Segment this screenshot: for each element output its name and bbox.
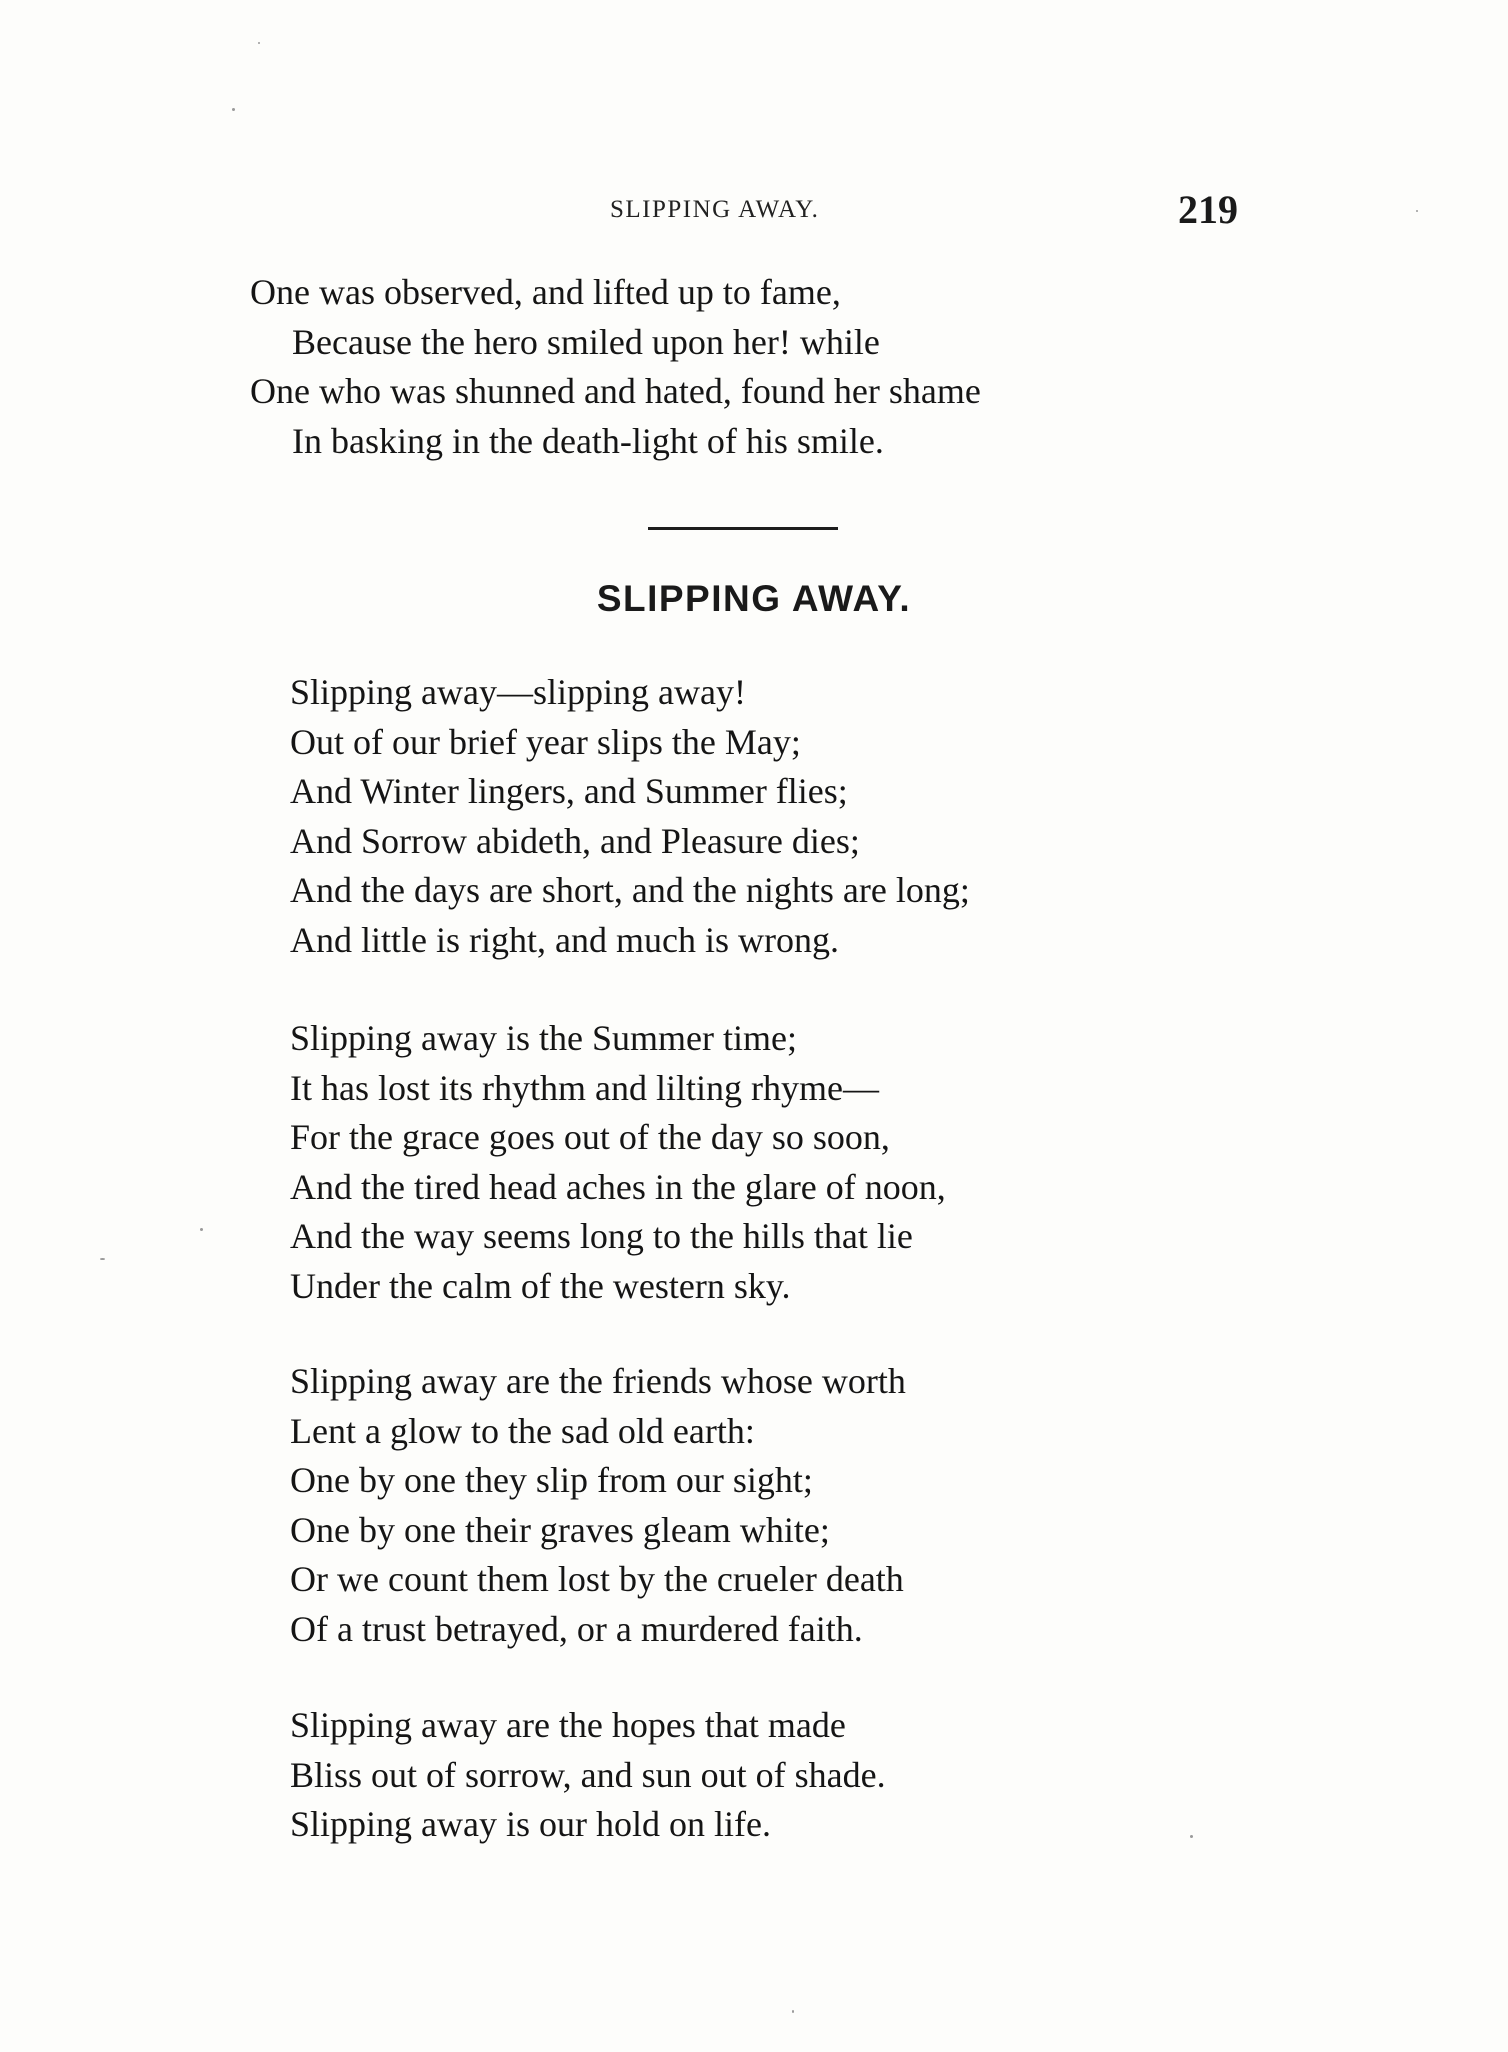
stanza [290,1357,1290,1654]
verse-line: One by one they slip from our sight; [290,1460,813,1500]
paper-speck [1190,1835,1193,1838]
paper-speck [258,42,260,44]
verse-line: One by one their graves gleam white; [290,1509,830,1550]
verse-line: One who was shunned and hated, found her shame [250,371,981,411]
verse-line: Bliss out of sorrow, and sun out of shade. [290,1754,886,1795]
verse-line: Under the calm of the western sky. [290,1265,791,1306]
verse-line: Or we count them lost by the crueler death [290,1559,904,1599]
verse-line: In basking in the death-light of his smile. [292,420,884,461]
verse-line: One was observed, and lifted up to fame, [250,272,841,312]
previous-poem-stanza [250,268,1300,466]
paper-speck [232,108,235,111]
verse-line: It has lost its rhythm and lilting rhyme— [290,1067,879,1108]
verse-line: Because the hero smiled upon her! while [292,321,880,362]
verse-line: And the days are short, and the nights are long; [290,870,970,910]
paper-speck [792,2010,794,2013]
paper-speck [200,1228,203,1231]
stanza [290,1701,1290,1850]
poem-title: SLIPPING AWAY. [596,578,912,619]
verse-line: And Sorrow abideth, and Pleasure dies; [290,820,860,861]
verse-line: And Winter lingers, and Summer flies; [290,771,848,811]
section-divider [648,527,838,530]
verse-line: And the tired head aches in the glare of noon, [290,1166,946,1207]
verse-line: And little is right, and much is wrong. [290,919,839,960]
verse-line: Slipping away are the hopes that made [290,1705,846,1745]
stanza [290,668,1290,965]
verse-line: Slipping away—slipping away! [290,672,746,712]
verse-line: And the way seems long to the hills that lie [290,1216,913,1256]
verse-line: Slipping away are the friends whose worth [290,1361,906,1401]
page-number: 219 [1178,187,1238,232]
verse-line: Of a trust betrayed, or a murdered faith. [290,1608,863,1649]
verse-line: For the grace goes out of the day so soon, [290,1117,890,1157]
stanza [290,1014,1290,1311]
running-head [0,187,1508,232]
paper-speck [1416,210,1418,212]
verse-line: Out of our brief year slips the May; [290,721,801,762]
paper-speck [100,1258,105,1260]
verse-line: Slipping away is the Summer time; [290,1018,797,1058]
running-title: SLIPPING AWAY. [610,196,820,223]
verse-line: Slipping away is our hold on life. [290,1804,771,1844]
verse-line: Lent a glow to the sad old earth: [290,1410,755,1451]
